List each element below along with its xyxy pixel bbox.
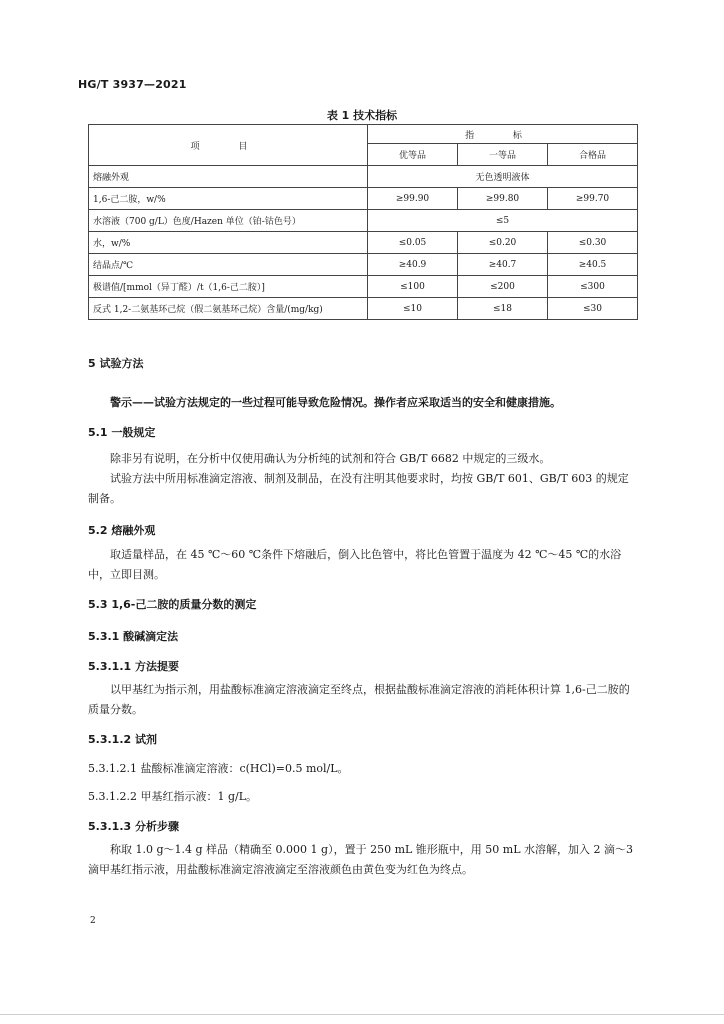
row-value-qualified: ≤300 bbox=[548, 276, 638, 298]
row-item: 熔融外观 bbox=[89, 166, 368, 188]
page-number: 2 bbox=[90, 916, 96, 926]
row-item: 水溶液（700 g/L）色度/Hazen 单位（铂-钴色号） bbox=[89, 210, 368, 232]
table-row bbox=[89, 210, 638, 232]
row-value-qualified: ≥40.5 bbox=[548, 254, 638, 276]
table-row bbox=[89, 276, 638, 298]
reagent-methyl-red: 5.3.1.2.2 甲基红指示液：1 g/L。 bbox=[88, 790, 258, 803]
row-value-qualified: ≥99.70 bbox=[548, 188, 638, 210]
indicator-column-header: 指 标 bbox=[368, 125, 638, 144]
row-value-premium: ≤100 bbox=[368, 276, 458, 298]
section-5-heading: 5 试验方法 bbox=[88, 357, 144, 370]
row-value-qualified: ≤0.30 bbox=[548, 232, 638, 254]
section-5-1-heading: 5.1 一般规定 bbox=[88, 426, 156, 439]
page-bottom-divider bbox=[0, 1014, 724, 1015]
section-5-3-1-1-paragraph: 以甲基红为指示剂，用盐酸标准滴定溶液滴定至终点，根据盐酸标准滴定溶液的消耗体积计算 1,6-己二胺的质量分数。 bbox=[88, 683, 630, 716]
row-value-premium: ≤10 bbox=[368, 298, 458, 320]
row-value-premium: ≥40.9 bbox=[368, 254, 458, 276]
grade-header-qualified: 合格品 bbox=[548, 144, 638, 166]
row-item: 结晶点/℃ bbox=[89, 254, 368, 276]
section-5-2-paragraph: 取适量样品，在 45 ℃～60 ℃条件下熔融后，倒入比色管中，将比色管置于温度为 42 ℃～45 ℃的水浴中，立即目测。 bbox=[88, 548, 622, 581]
row-value-premium: ≥99.90 bbox=[368, 188, 458, 210]
item-column-header: 项 目 bbox=[89, 125, 368, 166]
row-merged-value: 无色透明液体 bbox=[368, 166, 638, 188]
table-row bbox=[89, 254, 638, 276]
reagent-hcl: 5.3.1.2.1 盐酸标准滴定溶液：c(HCl)=0.5 mol/L。 bbox=[88, 762, 349, 775]
section-5-3-1-2-heading: 5.3.1.2 试剂 bbox=[88, 733, 157, 746]
row-item: 反式 1,2-二氨基环己烷（假二氨基环己烷）含量/(mg/kg) bbox=[89, 298, 368, 320]
table-row bbox=[89, 166, 638, 188]
section-5-3-1-3-heading: 5.3.1.3 分析步骤 bbox=[88, 820, 179, 833]
section-5-3-1-heading: 5.3.1 酸碱滴定法 bbox=[88, 630, 179, 643]
technical-indicators-table bbox=[88, 124, 638, 320]
section-5-1-paragraph-1: 除非另有说明，在分析中仅使用确认为分析纯的试剂和符合 GB/T 6682 中规定的三级水。 bbox=[110, 452, 551, 465]
row-value-first: ≤18 bbox=[458, 298, 548, 320]
standard-number: HG/T 3937—2021 bbox=[78, 78, 187, 91]
section-5-1-paragraph-2: 试验方法中所用标准滴定溶液、制剂及制品，在没有注明其他要求时，均按 GB/T 601、GB/T 603 的规定制备。 bbox=[88, 472, 629, 505]
grade-header-premium: 优等品 bbox=[368, 144, 458, 166]
section-5-3-1-1-heading: 5.3.1.1 方法提要 bbox=[88, 660, 179, 673]
row-merged-value: ≤5 bbox=[368, 210, 638, 232]
table-title: 表 1 技术指标 bbox=[326, 109, 398, 122]
row-value-qualified: ≤30 bbox=[548, 298, 638, 320]
row-value-first: ≥99.80 bbox=[458, 188, 548, 210]
row-value-first: ≤200 bbox=[458, 276, 548, 298]
section-5-3-1-3-paragraph: 称取 1.0 g～1.4 g 样品（精确至 0.000 1 g），置于 250 mL 锥形瓶中，用 50 mL 水溶解，加入 2 滴～3 滴甲基红指示液，用盐酸标准滴定溶液滴定至溶液颜色由黄色变为红色为终点。 bbox=[88, 843, 634, 876]
row-value-premium: ≤0.05 bbox=[368, 232, 458, 254]
row-value-first: ≥40.7 bbox=[458, 254, 548, 276]
safety-warning: 警示——试验方法规定的一些过程可能导致危险情况。操作者应采取适当的安全和健康措施。 bbox=[110, 396, 561, 409]
row-value-first: ≤0.20 bbox=[458, 232, 548, 254]
table-row bbox=[89, 232, 638, 254]
row-item: 1,6-己二胺，w/% bbox=[89, 188, 368, 210]
row-item: 水，w/% bbox=[89, 232, 368, 254]
grade-header-first: 一等品 bbox=[458, 144, 548, 166]
row-item: 极谱值/[mmol（异丁醛）/t（1,6-己二胺）] bbox=[89, 276, 368, 298]
table-row bbox=[89, 188, 638, 210]
section-5-3-heading: 5.3 1,6-己二胺的质量分数的测定 bbox=[88, 598, 257, 611]
section-5-2-heading: 5.2 熔融外观 bbox=[88, 524, 156, 537]
table-row bbox=[89, 298, 638, 320]
